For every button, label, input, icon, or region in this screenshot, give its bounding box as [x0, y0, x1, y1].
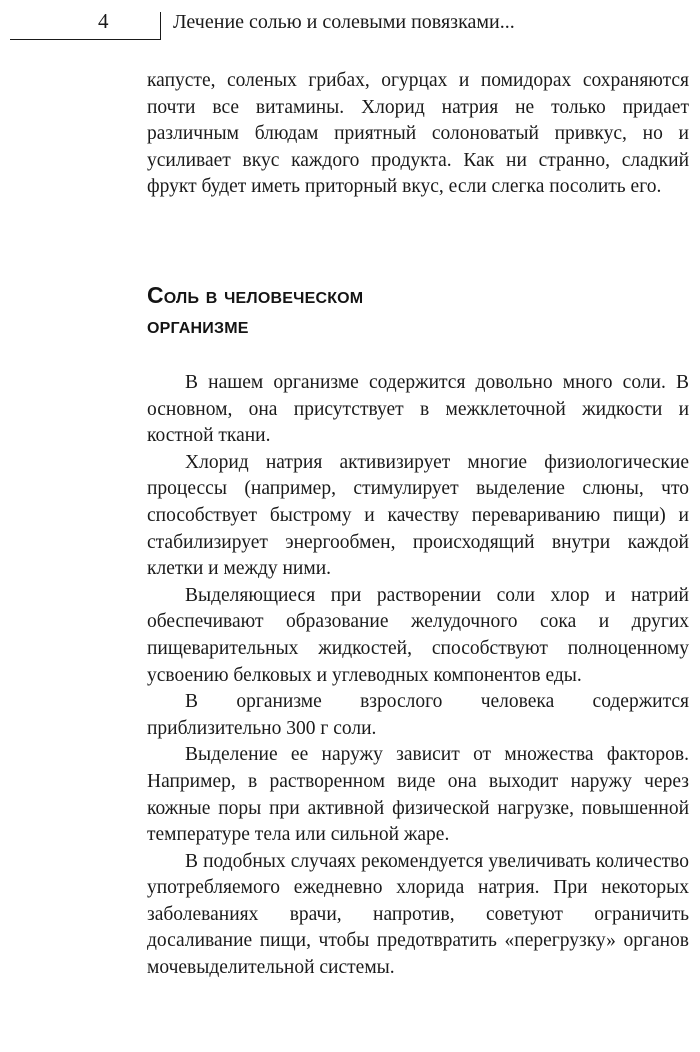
section-body — [147, 370, 689, 982]
paragraph: Хлорид натрия активизирует многие физиологические процессы (например, стимулирует выделение слюны, что способствует быстрому и качеству перевариванию пищи) и стабилизирует энергообмен, происходящий внутри каждой клетки и между ними. — [147, 451, 689, 580]
header-rule — [10, 39, 160, 40]
page-header — [0, 0, 700, 40]
header-divider — [160, 12, 161, 40]
intro-paragraph: капусте, соленых грибах, огурцах и помидорах сохраняются почти все витамины. Хлорид натрия не только придает различным блюдам приятный солоноватый привкус, но и усиливает вкус каждого продукта. Как ни странно, сладкий фрукт будет иметь приторный вкус, если слегка посолить его. — [147, 70, 689, 198]
paragraph: В нашем организме содержится довольно много соли. В основном, она присутствует в межклеточной жидкости и костной ткани. — [147, 372, 689, 447]
paragraph: Выделение ее наружу зависит от множества факторов. Например, в растворенном виде она выходит наружу через кожные поры при активной физической нагрузке, повышенной температуре тела или сильной жаре. — [147, 744, 689, 846]
section-heading-line1: Соль в человеческом — [147, 282, 364, 308]
running-title: Лечение солью и солевыми повязками... — [173, 11, 515, 33]
section-heading — [147, 280, 687, 340]
paragraph: В организме взрослого человека содержится приблизительно 300 г соли. — [147, 691, 689, 739]
page-number: 4 — [98, 9, 109, 33]
paragraph: В подобных случаях рекомендуется увеличивать количество употребляемого ежедневно хлорида натрия. При некоторых заболеваниях врачи, напротив, советуют ограничить досаливание пищи, чтобы предотвратить «перегрузку» органов мочевыделительной системы. — [147, 850, 689, 979]
section-heading-line2: организме — [147, 312, 249, 338]
paragraph: Выделяющиеся при растворении соли хлор и натрий обеспечивают образование желудочного сока и других пищеварительных жидкостей, способствуют полноценному усвоению белковых и углеводных компонентов еды. — [147, 584, 689, 686]
intro-text — [147, 68, 689, 201]
